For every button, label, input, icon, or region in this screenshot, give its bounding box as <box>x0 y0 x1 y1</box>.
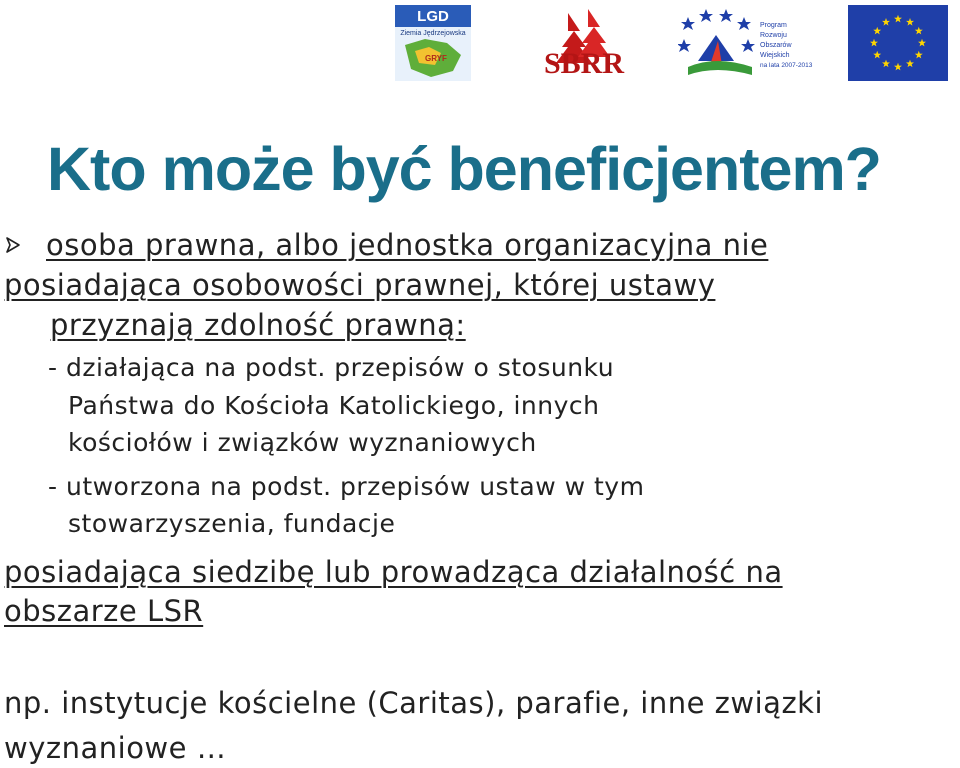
sub-item-1-line-3: kościołów i związków wyznaniowych <box>68 428 537 457</box>
svg-text:Ziemia Jędrzejowska: Ziemia Jędrzejowska <box>400 30 466 37</box>
seat-condition-line-2: obszarze LSR <box>4 594 204 628</box>
sub-item-2-line-2: stowarzyszenia, fundacje <box>68 509 396 538</box>
example-line-2: wyznaniowe … <box>4 731 227 765</box>
svg-text:Obszarów: Obszarów <box>760 42 792 49</box>
svg-text:LGD: LGD <box>417 8 449 25</box>
arrow-bullet-icon <box>4 236 22 254</box>
eu-flag <box>848 5 948 81</box>
prow-logo <box>678 5 818 81</box>
bullet-text-line-2: posiadająca osobowości prawnej, której ustawy <box>4 268 716 302</box>
sub-item-1-line-2: Państwa do Kościoła Katolickiego, innych <box>68 391 600 420</box>
bullet-text-line-1: osoba prawna, albo jednostka organizacyjna nie <box>46 228 769 262</box>
bullet-text-line-3: przyznają zdolność prawną: <box>50 308 466 342</box>
sbrr-logo <box>528 5 640 81</box>
svg-text:SBRR: SBRR <box>543 47 625 80</box>
svg-text:GRYF: GRYF <box>425 54 447 63</box>
svg-text:Wiejskich: Wiejskich <box>760 52 790 59</box>
slide-title: Kto może być beneficjentem? <box>47 135 881 203</box>
seat-condition-line-1: posiadająca siedzibę lub prowadząca działalność na <box>4 555 783 589</box>
svg-text:Rozwoju: Rozwoju <box>760 32 787 39</box>
svg-text:Program: Program <box>760 22 787 29</box>
sub-item-1-line-1: - działająca na podst. przepisów o stosunku <box>48 353 615 382</box>
lgd-logo <box>395 5 471 81</box>
example-line-1: np. instytucje kościelne (Caritas), parafie, inne związki <box>4 686 824 720</box>
sub-item-2-line-1: - utworzona na podst. przepisów ustaw w tym <box>48 472 645 501</box>
svg-text:na lata 2007-2013: na lata 2007-2013 <box>760 62 813 69</box>
